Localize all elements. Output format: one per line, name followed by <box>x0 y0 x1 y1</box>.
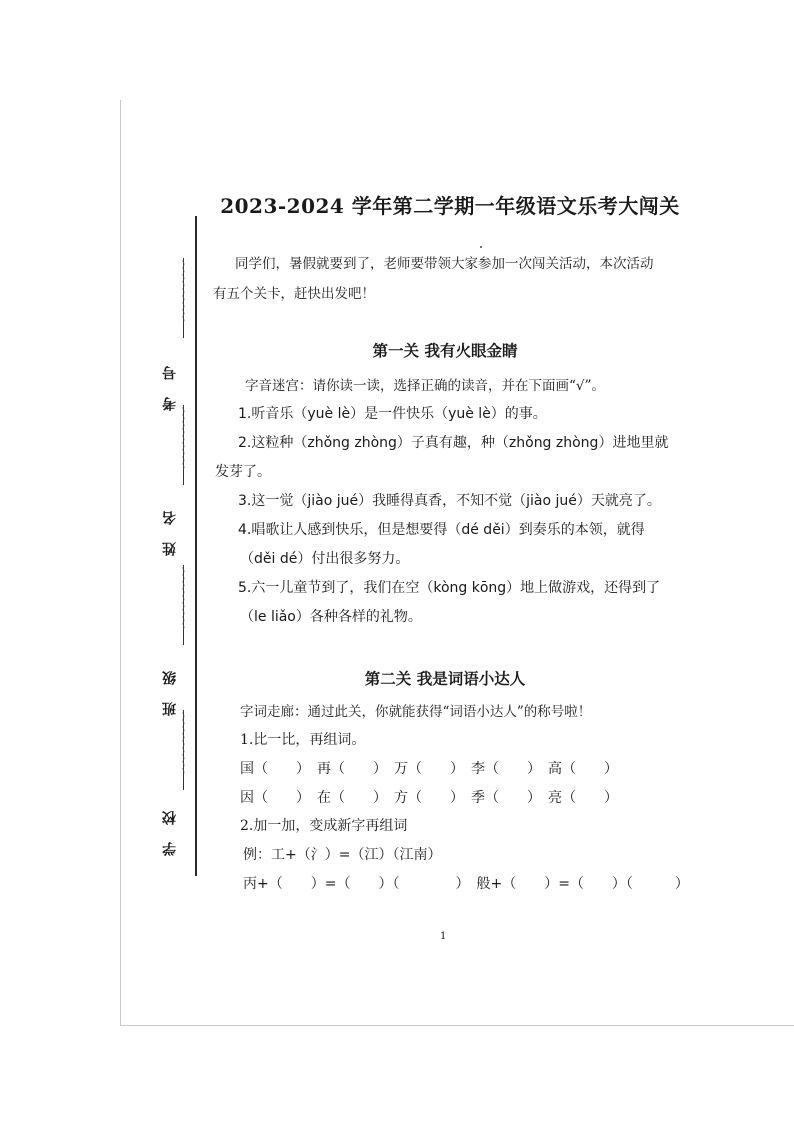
question-2-line-1[interactable]: 2.这粒种（zhǒng zhòng）子真有趣，种（zhǒng zhòng）进地里就 <box>238 435 669 451</box>
scan-speck <box>480 246 482 248</box>
question-4-line-2[interactable]: （děi dé）付出很多努力。 <box>240 551 410 567</box>
question-5-line-2[interactable]: （le liǎo）各种各样的礼物。 <box>240 609 422 625</box>
example-line: 例：工+（氵）=（江）（江南） <box>243 847 442 863</box>
school-label: 学 校 <box>162 805 178 856</box>
question-2-line-2: 发芽了。 <box>215 464 271 480</box>
school-wave: ～～～～～～～～～ <box>177 710 187 773</box>
question-3[interactable]: 3.这一觉（jiào jué）我睡得真香，不知不觉（jiào jué）天就亮了。 <box>238 493 661 509</box>
word-group-row-2[interactable]: 因（ ） 在（ ） 方（ ） 季（ ） 亮（ ） <box>240 790 618 806</box>
name-label: 姓 名 <box>162 505 178 556</box>
part-1-title: 1.比一比，再组词。 <box>240 732 366 748</box>
question-5-line-1[interactable]: 5.六一儿童节到了，我们在空（kòng kōng）地上做游戏，还得到了 <box>238 580 661 596</box>
question-4-line-1[interactable]: 4.唱歌让人感到快乐，但是想要得（dé děi）到奏乐的本领，就得 <box>238 522 645 538</box>
intro-line-1: 同学们，暑假就要到了，老师要带领大家参加一次闯关活动，本次活动 <box>235 256 654 272</box>
intro-line-2: 有五个关卡，赶快出发吧！ <box>213 286 375 302</box>
section-1-instruction: 字音迷宫：请你读一读，选择正确的读音，并在下面画“√”。 <box>245 378 605 394</box>
question-1[interactable]: 1.听音乐（yuè lè）是一件快乐（yuè lè）的事。 <box>238 406 547 422</box>
exam-title: 2023-2024 学年第二学期一年级语文乐考大闯关 <box>220 194 680 218</box>
binding-margin-line <box>195 216 197 876</box>
section-2-title: 第二关 我是词语小达人 <box>364 669 526 688</box>
class-wave: ～～～～～～～～～ <box>177 565 187 628</box>
class-label: 班 级 <box>162 665 178 716</box>
exam-number-wave: ～～～～～～～～～ <box>177 258 187 321</box>
scan-border-left <box>120 100 121 1026</box>
word-group-row-1[interactable]: 国（ ） 再（ ） 万（ ） 李（ ） 高（ ） <box>240 761 618 777</box>
section-1-title: 第一关 我有火眼金睛 <box>372 341 518 360</box>
scan-border-bottom <box>120 1025 794 1026</box>
add-character-task[interactable]: 丙+（ ）=（ ）（ ） 般+（ ）=（ ）（ ） <box>243 876 689 892</box>
page-number: 1 <box>440 931 447 942</box>
part-2-title: 2.加一加，变成新字再组词 <box>240 818 408 834</box>
exam-number-label: 考 号 <box>162 360 178 411</box>
section-2-instruction: 字词走廊：通过此关，你就能获得“词语小达人”的称号啦！ <box>240 704 592 720</box>
name-wave: ～～～～～～～～～ <box>177 405 187 468</box>
